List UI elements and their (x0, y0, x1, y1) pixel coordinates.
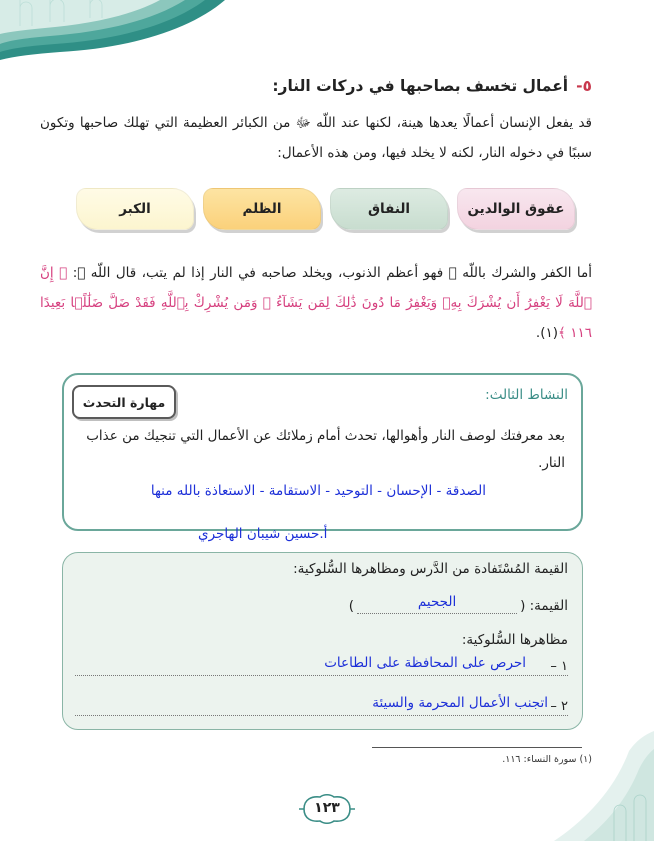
value-answer: الجحيم (417, 593, 457, 610)
value-close: ) (348, 598, 355, 614)
corner-ornament-top (0, 0, 240, 70)
behavior-item (75, 653, 568, 676)
footnote: (١) سورة النساء: ١١٦. (502, 754, 592, 765)
section-heading (272, 77, 592, 95)
skill-badge: مهارة التحدث (72, 385, 176, 419)
behavior-answer: اتجنب الأعمال المحرمة والسيئة (372, 695, 548, 711)
behavior-item (75, 693, 568, 716)
activity-box (62, 373, 583, 531)
behavior-number: ٢ – (550, 699, 568, 714)
value-label: القيمة: ( (520, 598, 568, 614)
shirk-text: أما الكفر والشرك باللّه ﷻ فهو أعظم الذنوب، ويخلد صاحبه في النار إذا لم يتب، قال اللّه ﷻ: (67, 265, 592, 281)
behaviors-label: مظاهرها السُّلوكية: (461, 632, 568, 648)
activity-text: بعد معرفتك لوصف النار وأهوالها، تحدث أمام زملائك عن الأعمال التي تنجيك من عذاب النار. (86, 428, 565, 471)
page-number: ١٢٣ (314, 800, 340, 816)
section-title: أعمال تخسف بصاحبها في دركات النار: (272, 77, 569, 95)
shirk-paragraph (40, 258, 592, 348)
intro-paragraph: قد يفعل الإنسان أعمالًا يعدها هينة، لكنها عند اللّه ﷻ من الكبائر العظيمة التي تهلك صاحبها وتكون سببًا في دخوله النار، لكنه لا يخلد فيها، ومن هذه الأعمال: (40, 115, 592, 161)
behavior-answer: احرص على المحافظة على الطاعات (324, 655, 526, 671)
quran-verse: ﴿ إِنَّ ٱللَّهَ لَا يَغْفِرُ أَن يُشْرَكَ بِهِۦ وَيَغْفِرُ مَا دُونَ ذَٰلِكَ لِمَن يَشَآءُ ۚ وَمَن يُشْرِكْ بِٱللَّهِ فَقَدْ ضَلَّ ضَلَٰلًۢا بَعِيدًا ١١٦ ﴾ (40, 265, 592, 341)
activity-title: النشاط الثالث: (485, 387, 568, 403)
section-number: ٥- (576, 77, 592, 95)
value-line (348, 593, 568, 614)
value-answer-field (357, 593, 517, 614)
tab-arrogance: الكبر (76, 188, 194, 230)
behavior-number: ١ – (550, 659, 568, 674)
author-name: أ.حسين شيبان الهاجري (198, 526, 328, 542)
footnote-divider (372, 747, 582, 748)
page-number-frame (298, 793, 356, 825)
tab-hypocrisy: النفاق (330, 188, 448, 230)
values-box (62, 552, 583, 730)
sins-list (75, 188, 575, 234)
footnote-ref: (١). (535, 325, 559, 341)
tab-disobeying-parents: عقوق الوالدين (457, 188, 575, 230)
values-heading: القيمة المُسْتَفادة من الدَّرس ومظاهرها السُّلوكية: (293, 561, 568, 577)
tab-injustice: الظلم (203, 188, 321, 230)
activity-answer: الصدقة - الإحسان - التوحيد - الاستقامة - الاستعاذة بالله منها (150, 483, 486, 499)
